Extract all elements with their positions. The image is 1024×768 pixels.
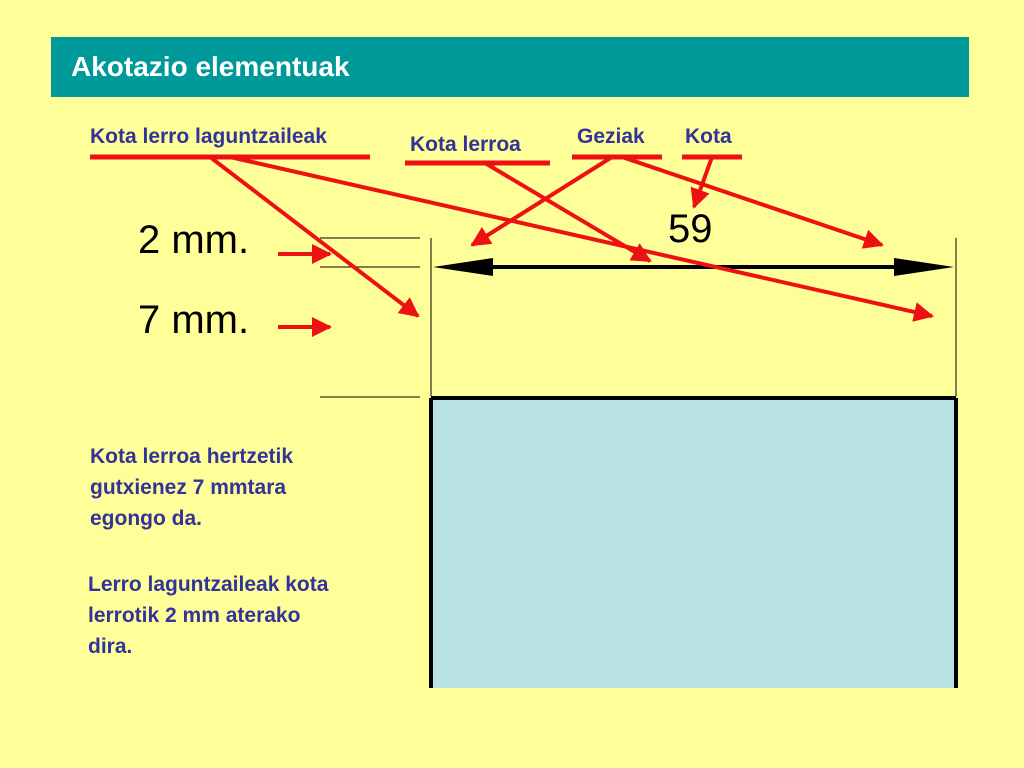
label-dimension-line: Kota lerroa <box>410 133 521 156</box>
label-extension-lines: Kota lerro laguntzaileak <box>90 125 327 148</box>
pointer-extension-right <box>230 157 932 316</box>
note1-line1: Kota lerroa hertzetik <box>90 445 294 468</box>
dimension-arrowhead-left <box>433 258 493 276</box>
note-extension-line-overshoot <box>88 569 418 662</box>
dimension-value: 59 <box>668 207 713 251</box>
note2-line3: dira. <box>88 635 133 658</box>
note2-line2: lerrotik 2 mm aterako <box>88 604 301 627</box>
note2-line1: Lerro laguntzaileak kota <box>88 573 329 596</box>
label-dimension: Kota <box>685 125 732 148</box>
label-arrows: Geziak <box>577 125 645 148</box>
dimension-arrowhead-right <box>894 258 954 276</box>
note-dimension-line-distance <box>90 441 420 534</box>
part-rectangle <box>431 398 956 688</box>
note1-line2: gutxienez 7 mmtara <box>90 476 287 499</box>
pointer-dimension-line <box>485 163 650 261</box>
measure-distance: 7 mm. <box>138 298 250 342</box>
pointer-arrow-left <box>472 157 612 245</box>
pointer-extension-left <box>210 157 418 316</box>
note1-line3: egongo da. <box>90 507 202 530</box>
page-title: Akotazio elementuak <box>71 51 350 82</box>
measure-gap: 2 mm. <box>138 218 250 262</box>
pointer-arrow-right <box>622 157 882 245</box>
